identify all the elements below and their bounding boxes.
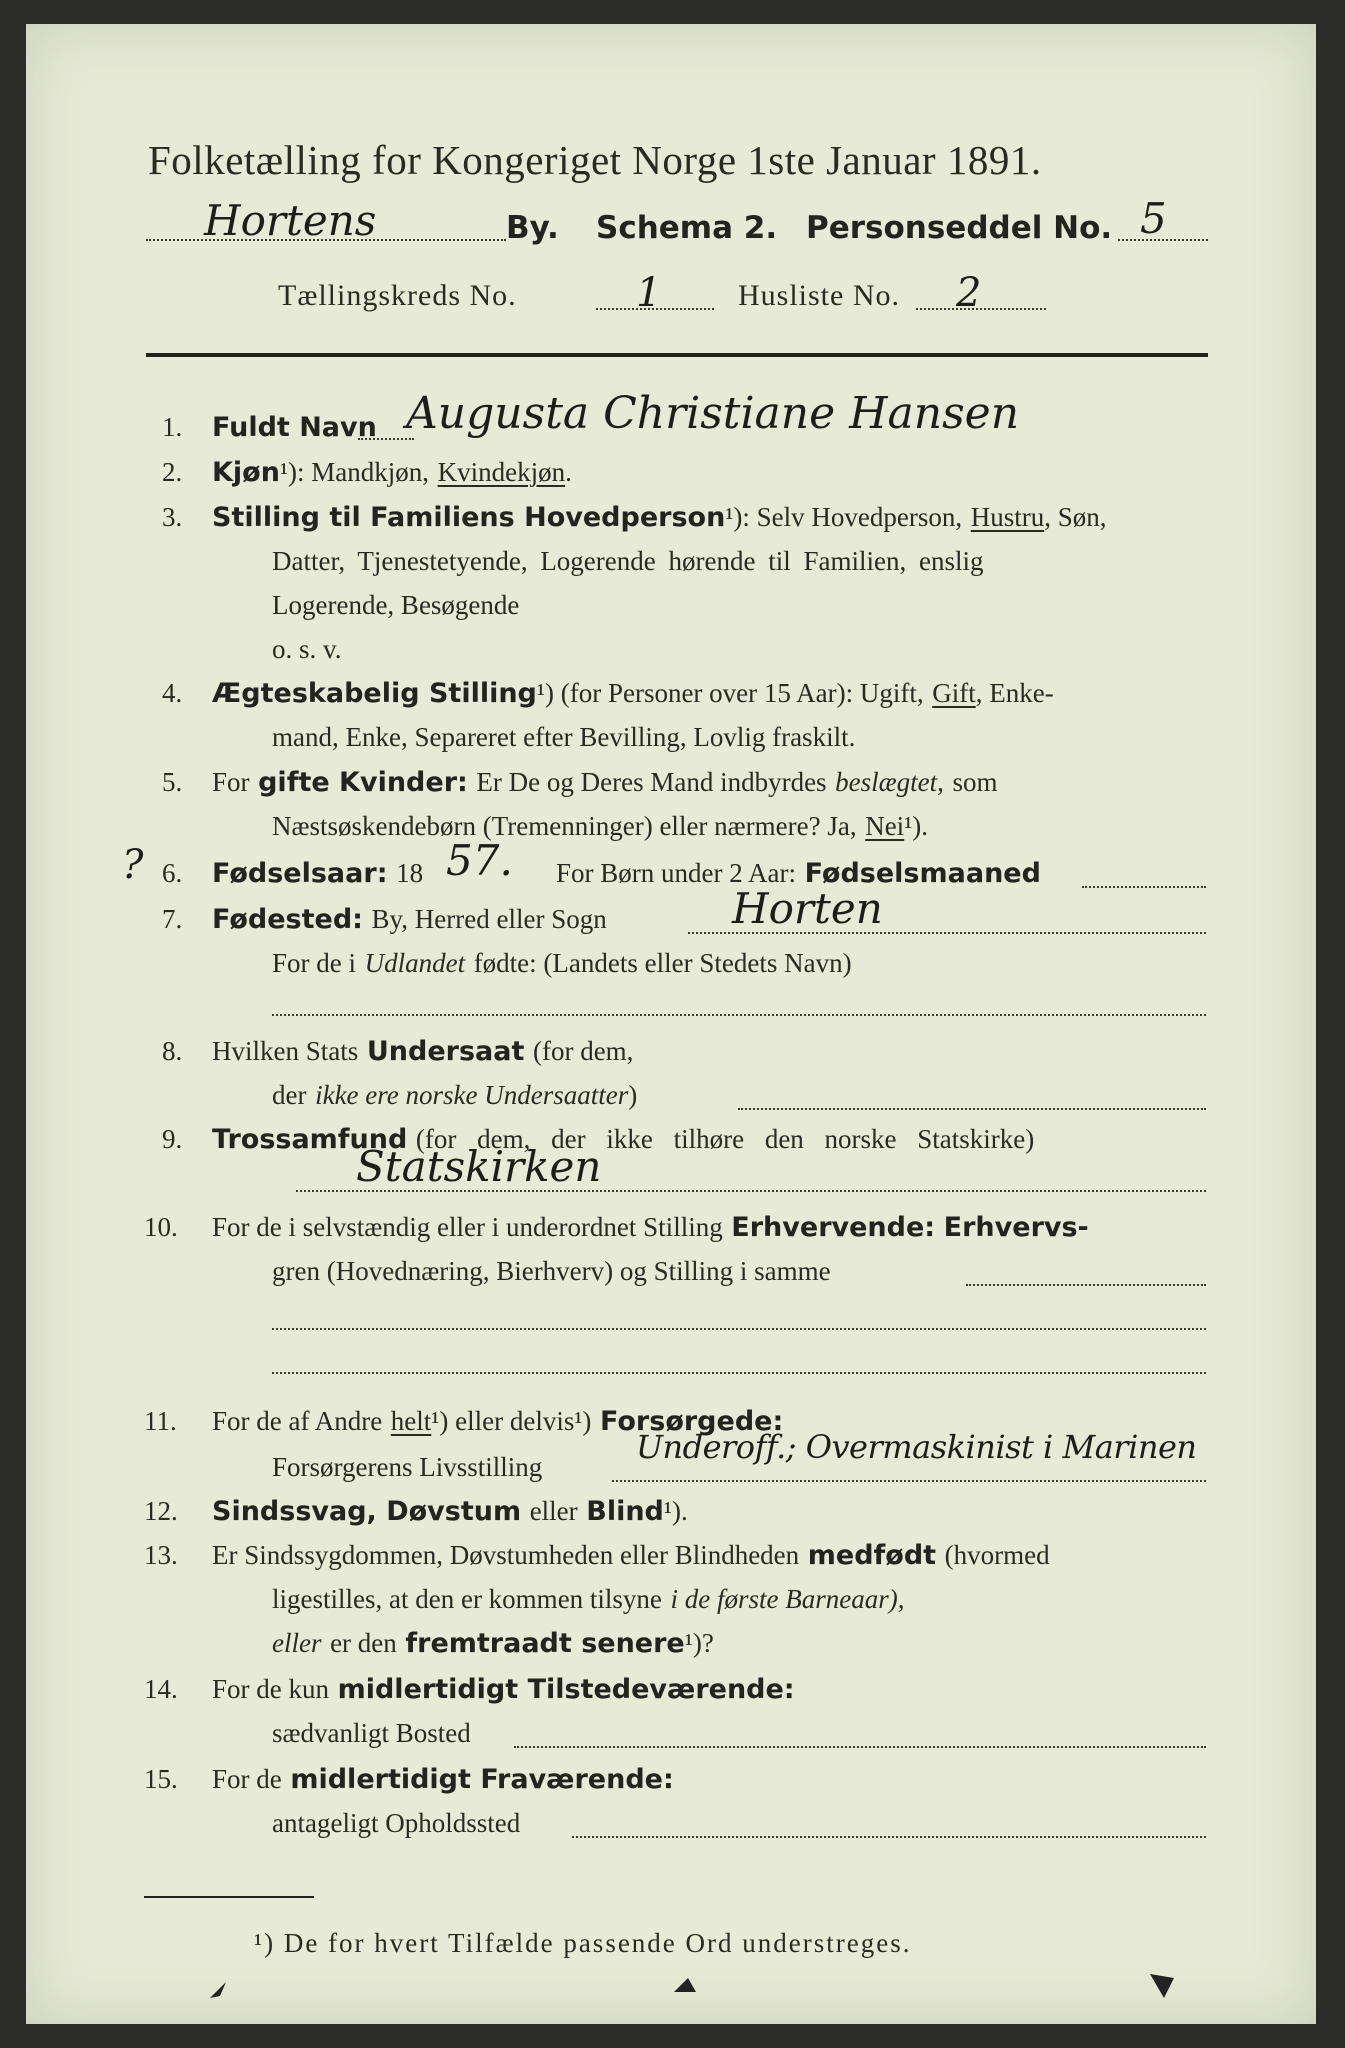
q13-line1 xyxy=(212,1540,1050,1571)
q7-text: By, Herred eller Sogn xyxy=(371,904,607,934)
q13-text-b: (hvormed xyxy=(944,1540,1050,1570)
q12-line1 xyxy=(212,1496,688,1527)
item-number: 2. xyxy=(162,457,183,487)
footnote: ¹) De for hvert Tilfælde passende Ord understreges. xyxy=(254,1928,912,1958)
q3-selected-option: Hustru xyxy=(970,502,1045,532)
q3-line4: o. s. v. xyxy=(272,634,342,664)
q11-text-b: ¹) eller delvis¹) xyxy=(431,1406,592,1436)
corner-mark-icon xyxy=(206,1972,246,2002)
q5-line2 xyxy=(272,811,928,842)
census-form-page xyxy=(26,24,1316,2024)
q15-dotted-line xyxy=(572,1836,1206,1838)
q12-end: ¹). xyxy=(663,1496,688,1526)
q2-line xyxy=(212,457,572,488)
by-label: By. xyxy=(506,210,559,246)
q3-line3: Logerende, Besøgende xyxy=(272,590,520,620)
q5-text: Er De og Deres Mand indbyrdes xyxy=(476,767,827,797)
q10-dotted-line xyxy=(966,1284,1206,1286)
q2-label: Kjøn xyxy=(212,457,280,488)
q11-line2: Forsørgerens Livsstilling xyxy=(272,1452,543,1482)
q8-text-a: Hvilken Stats xyxy=(212,1036,359,1066)
q7-text2a: For de i xyxy=(272,948,356,978)
form-title: Folketælling for Kongeriget Norge 1ste Januar 1891. xyxy=(148,137,1042,183)
q13-label2: fremtraadt senere xyxy=(405,1628,685,1659)
item-number: 10. xyxy=(144,1212,178,1242)
corner-mark-icon xyxy=(666,1970,706,2000)
q10-line1 xyxy=(212,1212,1089,1243)
q13-text-a: Er Sindssygdommen, Døvstumheden eller Blindheden xyxy=(212,1540,800,1570)
q10-dotted-line2 xyxy=(272,1328,1206,1330)
personseddel-value: 5 xyxy=(1140,194,1167,243)
q7-line2 xyxy=(272,948,852,979)
q5-end2: ¹). xyxy=(904,811,929,841)
q1-value: Augusta Christiane Hansen xyxy=(406,388,1020,439)
q12-label2: Blind xyxy=(586,1496,664,1527)
q3-line1 xyxy=(212,502,1107,533)
q10-text: For de i selvstændig eller i underordnet Stilling xyxy=(212,1212,723,1242)
husliste-value: 2 xyxy=(956,270,982,316)
personseddel-label: Personseddel No. xyxy=(806,210,1113,246)
q6-margin-mark: ? xyxy=(122,842,144,888)
q3-label: Stilling til Familiens Hovedperson xyxy=(212,502,726,533)
q3-text-b: , Søn, xyxy=(1044,502,1107,532)
q6-prefix: 18 xyxy=(396,858,424,888)
item-number: 4. xyxy=(162,678,183,708)
q6-label: Fødselsaar: xyxy=(212,858,388,889)
q4-label: Ægteskabelig Stilling xyxy=(212,678,537,709)
q5-selected-option: Nei xyxy=(865,811,905,841)
corner-mark-icon xyxy=(1144,1968,1184,2002)
q13-italic: i de første Barneaar), xyxy=(670,1584,905,1614)
item-number: 5. xyxy=(162,767,183,797)
q4-text-a: ¹) (for Personer over 15 Aar): Ugift, xyxy=(536,678,924,708)
q13-text2a: ligestilles, at den er kommen tilsyne xyxy=(272,1584,662,1614)
header-divider xyxy=(146,353,1208,357)
q13-text3b: ¹)? xyxy=(684,1628,714,1658)
q8-line2 xyxy=(272,1080,637,1111)
q9-label: Trossamfund xyxy=(212,1124,408,1155)
q11-label: Forsørgede: xyxy=(600,1406,784,1437)
q13-line2 xyxy=(272,1584,905,1615)
q8-label: Undersaat xyxy=(366,1036,525,1067)
item-number: 7. xyxy=(162,904,183,934)
q8-line1 xyxy=(212,1036,633,1067)
item-number: 12. xyxy=(144,1496,178,1526)
q15-pre: For de xyxy=(212,1764,282,1794)
q10-end: Erhvervs- xyxy=(943,1212,1089,1243)
item-number: 1. xyxy=(162,412,183,442)
q7-value: Horten xyxy=(732,884,883,933)
footnote-divider xyxy=(144,1896,314,1898)
q3-line2: Datter, Tjenestetyende, Logerende hørende til Familien, enslig xyxy=(272,546,984,576)
q7-text2b: fødte: (Landets eller Stedets Navn) xyxy=(473,948,852,978)
item-number: 11. xyxy=(144,1406,177,1436)
q12-mid: eller xyxy=(529,1496,578,1526)
item-number: 8. xyxy=(162,1036,183,1066)
q5-italic: beslægtet, xyxy=(835,767,944,797)
husliste-label: Husliste No. xyxy=(738,279,900,312)
q12-label: Sindssvag, Døvstum xyxy=(212,1496,522,1527)
q11-value: Underoff.; Overmaskinist i Marinen xyxy=(636,1428,1197,1466)
q15-label: midlertidigt Fraværende: xyxy=(290,1764,674,1795)
q8-text-b: (for dem, xyxy=(532,1036,634,1066)
item-number: 14. xyxy=(144,1674,178,1704)
q2-end: . xyxy=(565,457,572,487)
q10-line2: gren (Hovednæring, Bierhverv) og Stilling i samme xyxy=(272,1256,831,1286)
q6-label-group xyxy=(212,858,423,889)
q8-text2b: ) xyxy=(628,1080,638,1110)
q7-label: Fødested: xyxy=(212,904,363,935)
item-number: 3. xyxy=(162,502,183,532)
q14-line1 xyxy=(212,1674,795,1705)
item-number: 13. xyxy=(144,1540,178,1570)
q7-dotted-line2 xyxy=(272,1014,1206,1016)
q6-label2: Fødselsmaaned xyxy=(804,858,1041,889)
kreds-label: Tællingskreds No. xyxy=(278,279,517,312)
q2-note: ¹): Mandkjøn, xyxy=(279,457,430,487)
q15-line1 xyxy=(212,1764,674,1795)
q4-text-b: , Enke- xyxy=(975,678,1054,708)
q9-line1 xyxy=(212,1124,1034,1155)
q4-line1 xyxy=(212,678,1054,709)
q6-value: 57. xyxy=(446,836,513,885)
item-number: 15. xyxy=(144,1764,178,1794)
q15-line2: antageligt Opholdssted xyxy=(272,1808,521,1838)
q11-selected-option: helt xyxy=(390,1406,432,1436)
q8-dotted-line xyxy=(738,1108,1206,1110)
schema-label: Schema 2. xyxy=(596,210,778,246)
q9-text: (for dem, der ikke tilhøre den norske Statskirke) xyxy=(415,1124,1035,1154)
q2-selected-option: Kvindekjøn xyxy=(437,457,566,487)
q10-label: Erhvervende: xyxy=(731,1212,936,1243)
q4-selected-option: Gift xyxy=(932,678,976,708)
q5-line1 xyxy=(212,767,998,798)
q9-value: Statskirken xyxy=(356,1142,602,1191)
q14-label: midlertidigt Tilstedeværende: xyxy=(337,1674,795,1705)
q13-label: medfødt xyxy=(807,1540,937,1571)
q14-pre: For de kun xyxy=(212,1674,329,1704)
q1-label: Fuldt Navn xyxy=(212,412,377,443)
q8-text2a: der xyxy=(272,1080,307,1110)
q5-pre: For xyxy=(212,767,250,797)
item-number: 6. xyxy=(162,858,183,888)
q6-dotted-line xyxy=(1082,886,1206,888)
q4-line2: mand, Enke, Separeret efter Bevilling, Lovlig fraskilt. xyxy=(272,722,856,752)
q13-text3a: er den xyxy=(330,1628,397,1658)
q7-italic: Udlandet xyxy=(364,948,466,978)
q5-text2: Næstsøskendebørn (Tremenninger) eller nærmere? Ja, xyxy=(272,811,857,841)
q5-end1: som xyxy=(952,767,998,797)
q3-text-a: ¹): Selv Hovedperson, xyxy=(725,502,963,532)
q11-dotted-line xyxy=(612,1480,1206,1482)
item-number: 9. xyxy=(162,1124,183,1154)
q13-line3 xyxy=(272,1628,714,1659)
q10-dotted-line3 xyxy=(272,1372,1206,1374)
q13-italic2: eller xyxy=(272,1628,322,1658)
town-handwritten: Hortens xyxy=(204,196,377,245)
q14-line2: sædvanligt Bosted xyxy=(272,1718,471,1748)
q6-mid: For Børn under 2 Aar: xyxy=(556,858,796,888)
kreds-value: 1 xyxy=(636,270,662,316)
q11-text-a: For de af Andre xyxy=(212,1406,383,1436)
q7-line1 xyxy=(212,904,607,935)
q8-italic: ikke ere norske Undersaatter xyxy=(315,1080,629,1110)
q5-label: gifte Kvinder: xyxy=(258,767,468,798)
q14-dotted-line xyxy=(514,1746,1206,1748)
